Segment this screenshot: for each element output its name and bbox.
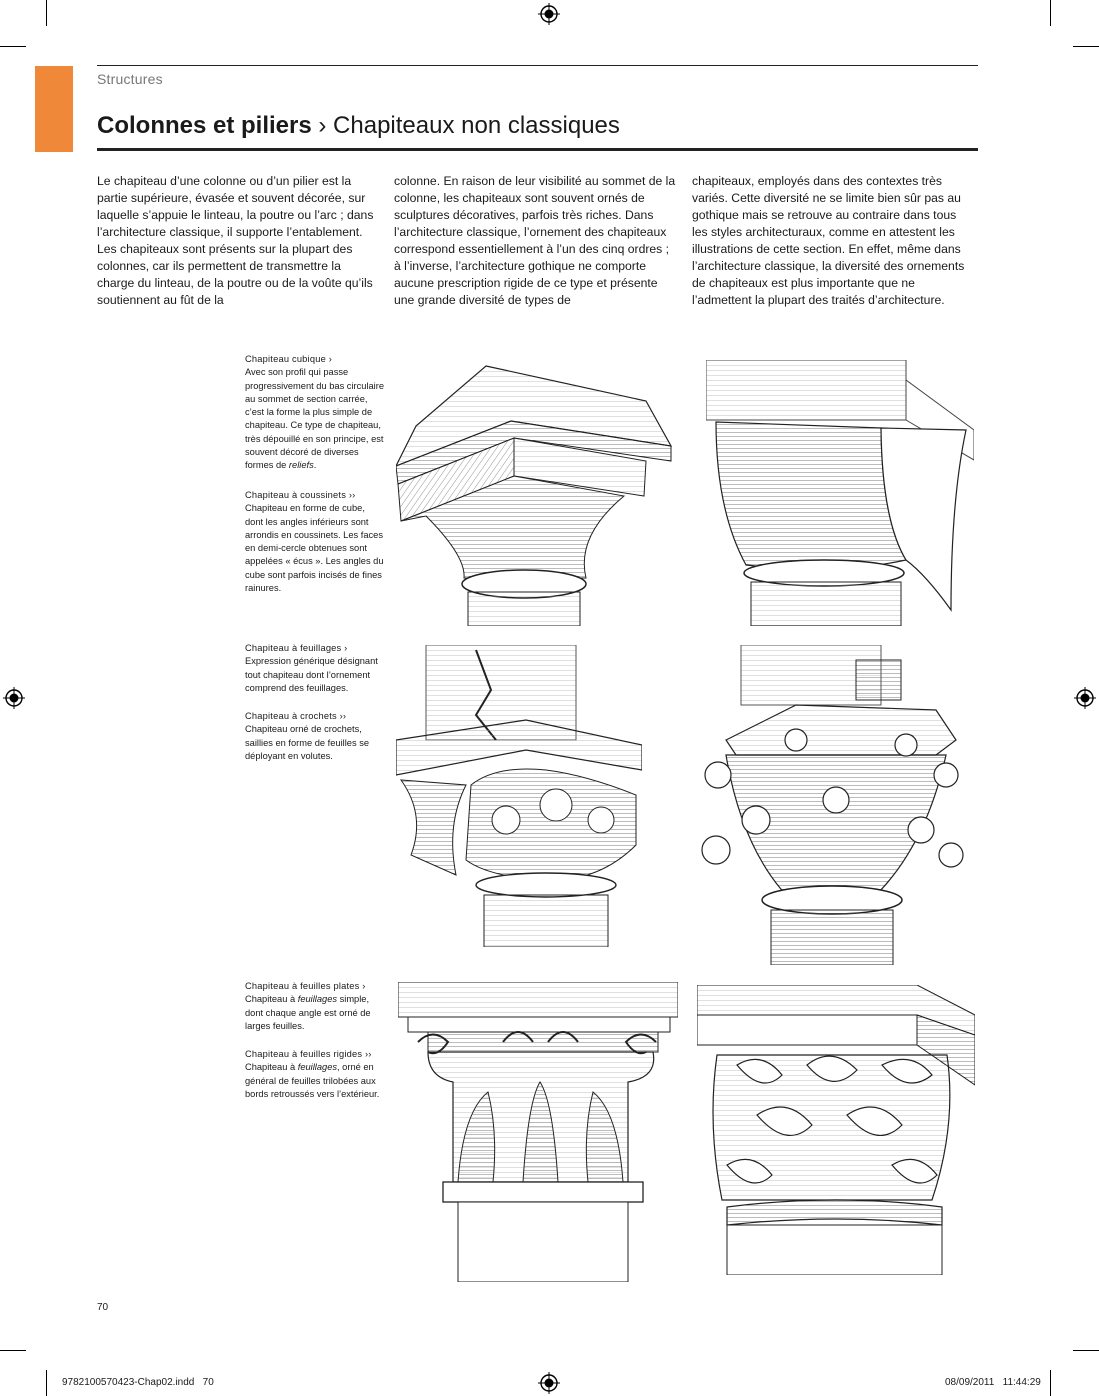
stiff-leaf-capital-illustration — [697, 985, 975, 1275]
caption-tail: simple, dont chaque angle est orné de larges feuilles. — [245, 994, 371, 1031]
cushion-capital-drawing — [706, 360, 974, 626]
caption-stiff-leaf — [245, 1048, 385, 1101]
flat-leaf-capital-illustration — [398, 982, 678, 1282]
caption-title: Chapiteau à feuilles plates › — [245, 981, 366, 991]
caption-italic: feuillages — [297, 1062, 338, 1073]
section-label: Structures — [97, 71, 163, 87]
flat-leaf-capital-drawing — [398, 982, 678, 1282]
caption-text: Chapiteau à — [245, 994, 298, 1005]
crop-mark-bottom-left-h — [0, 1350, 26, 1351]
crop-mark-top-right-h — [1073, 46, 1099, 47]
page-title — [97, 112, 620, 140]
registration-mark-icon — [538, 3, 560, 25]
caption-foliage — [245, 642, 385, 695]
title-sub: Chapiteaux non classiques — [333, 112, 620, 139]
slug-file-info: 9782100570423-Chap02.indd 70 — [62, 1377, 214, 1388]
crop-mark-bottom-right-v — [1050, 1370, 1051, 1396]
crop-mark-bottom-left-v — [46, 1370, 47, 1396]
crop-mark-top-right-v — [1050, 0, 1051, 26]
slug-date-info: 08/09/2011 11:44:29 — [945, 1377, 1041, 1388]
caption-text: Chapiteau à — [245, 1062, 298, 1073]
foliage-capital-drawing — [396, 645, 642, 947]
header-rule — [97, 65, 978, 66]
caption-crocket — [245, 710, 385, 763]
body-column-2: colonne. En raison de leur visibilité au sommet de la colonne, les chapiteaux sont souvent ornés de sculptures décoratives, parfois très riches. Dans l’architecture classique, l’ornement des chapiteaux correspond essentiellement à l’un des cinq ordres ; à l’inverse, l’architecture gothique ne comporte aucune prescription rigide de ce type et présente une grande diversité de types de — [394, 174, 676, 307]
caption-text: Chapiteau en forme de cube, dont les angles inférieurs sont arrondis en coussinets. Les faces en demi-cercle obtenues sont appelées « écus ». Les angles du cube sont parfois incisés de fines rainures. — [245, 503, 384, 594]
registration-mark-icon — [3, 687, 25, 709]
body-column-3: chapiteaux, employés dans des contextes très variés. Cette diversité ne se limite bien sûr pas au gothique mais se retrouve au contraire dans tous les styles architecturaux, comme en attestent les illustrations de cette section. En effet, même dans l’architecture classique, la diversité des ornements de chapiteaux est plus importante que ne l’admettent la plupart des traités d’architecture. — [692, 174, 965, 307]
page-number: 70 — [97, 1302, 109, 1313]
crocket-capital-drawing — [696, 645, 968, 965]
crop-mark-bottom-right-h — [1073, 1350, 1099, 1351]
section-tab — [35, 66, 73, 152]
caption-italic: reliefs — [288, 460, 314, 471]
title-rule — [97, 148, 978, 151]
body-column-1: Le chapiteau d’une colonne ou d’un pilier est la partie supérieure, évasée et souvent décorée, sur laquelle s’appuie le linteau, la poutre ou l’arc ; dans l’architecture classique, il supporte l’entablement. Les chapiteaux sont présents sur la plupart des colonnes, car ils permettent de transmettre la charge du linteau, de la poutre ou de la voûte qu’ils soutiennent au fût de la — [97, 174, 374, 307]
foliage-capital-illustration — [396, 645, 642, 947]
cushion-capital-illustration — [706, 360, 974, 626]
cubic-capital-illustration — [396, 356, 674, 626]
caption-cushion — [245, 489, 385, 595]
caption-italic: feuillages — [297, 994, 338, 1005]
caption-title: Chapiteau à feuillages › — [245, 643, 348, 653]
caption-title: Chapiteau à feuilles rigides ›› — [245, 1049, 372, 1059]
title-separator: › — [311, 112, 334, 139]
caption-cubic — [245, 353, 385, 473]
caption-text: Expression générique désignant tout chapiteau dont l’ornement comprend des feuillages. — [245, 656, 378, 693]
caption-tail: . — [313, 460, 317, 471]
caption-flat-leaf — [245, 980, 385, 1033]
registration-mark-icon — [1074, 687, 1096, 709]
cubic-capital-drawing — [396, 356, 674, 626]
crocket-capital-illustration — [696, 645, 968, 965]
caption-tail: , orné en général de feuilles trilobées aux bords retroussés vers l’extérieur. — [245, 1062, 380, 1099]
caption-title: Chapiteau cubique › — [245, 354, 333, 364]
caption-title: Chapiteau à coussinets ›› — [245, 490, 356, 500]
crop-mark-top-left-h — [0, 46, 26, 47]
caption-title: Chapiteau à crochets ›› — [245, 711, 347, 721]
caption-text: Chapiteau orné de crochets, saillies en forme de feuilles se déployant en volutes. — [245, 724, 370, 761]
registration-mark-icon — [538, 1372, 560, 1394]
stiff-leaf-capital-drawing — [697, 985, 975, 1275]
caption-text: Avec son profil qui passe progressivement du bas circulaire au sommet de section carrée, c’est la forme la plus simple de chapiteau. Ce type de chapiteau, très dépouillé en son principe, est souvent décoré de diverses formes de — [245, 367, 384, 471]
title-main: Colonnes et piliers — [97, 112, 312, 139]
crop-mark-top-left-v — [46, 0, 47, 26]
